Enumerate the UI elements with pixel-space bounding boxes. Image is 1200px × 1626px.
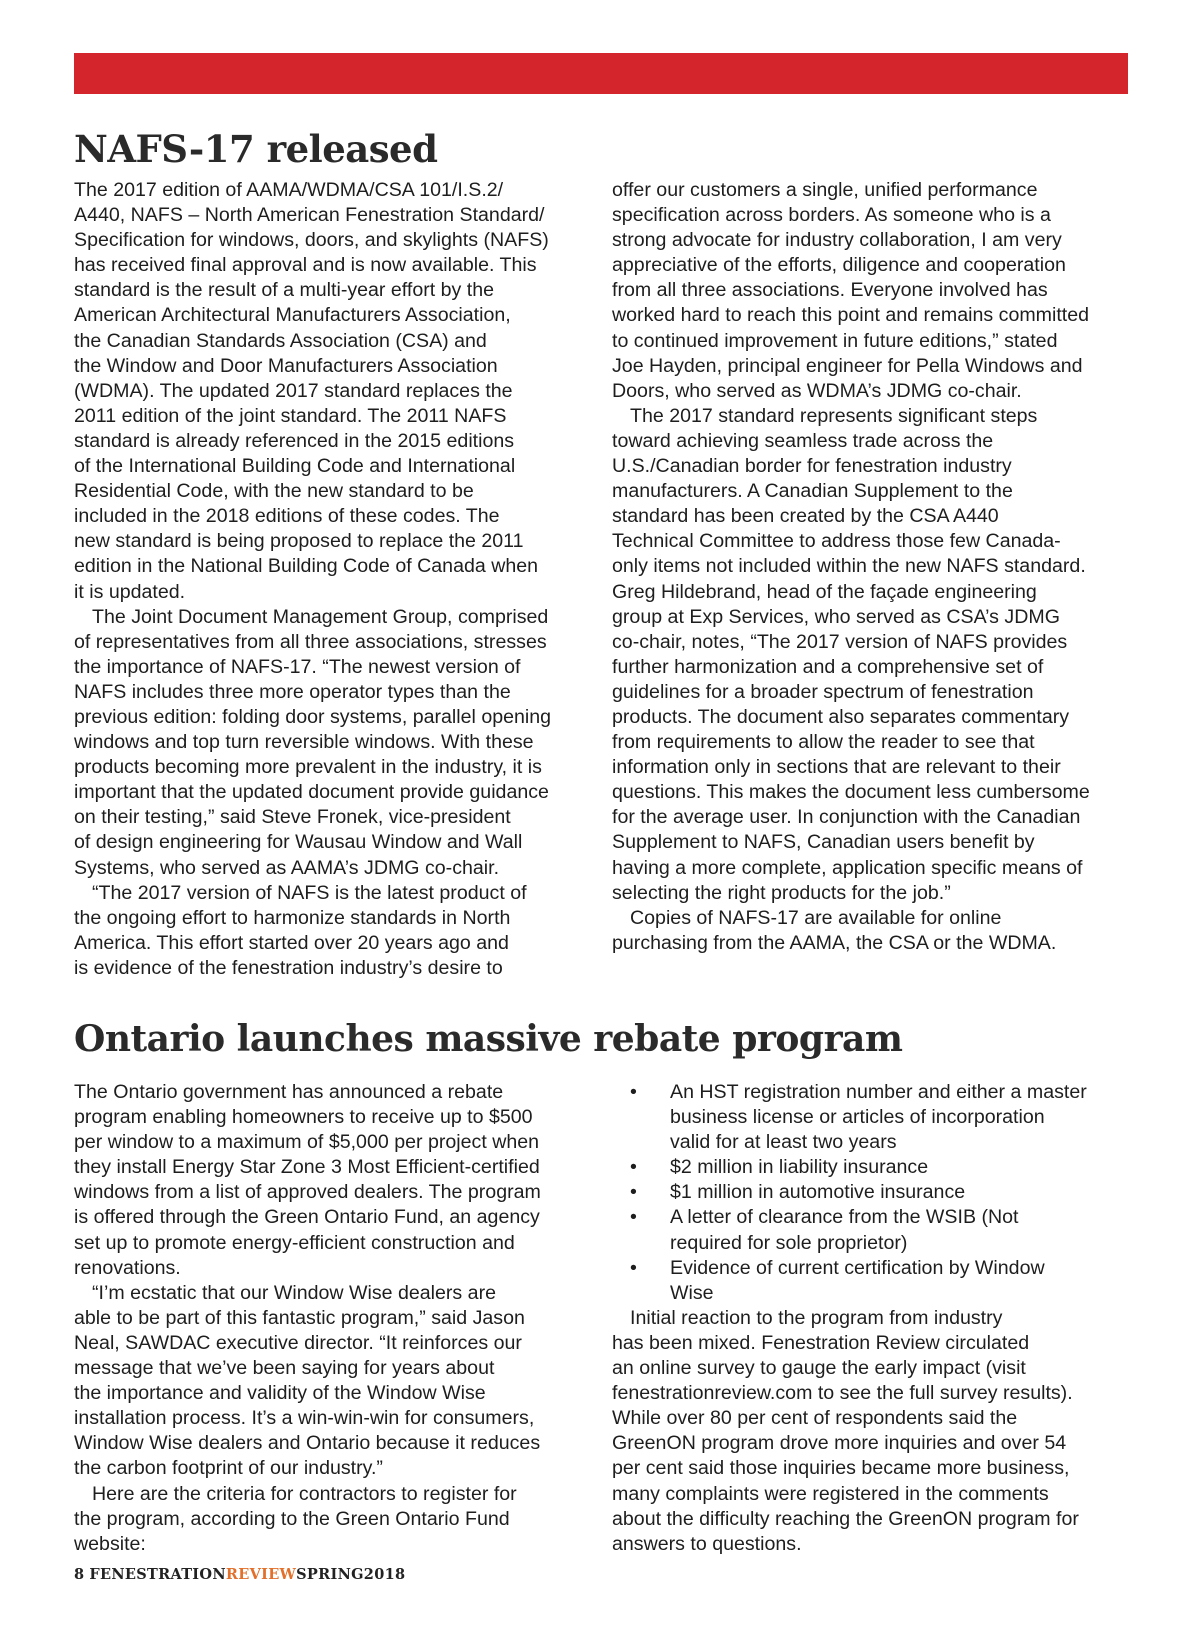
text-line: able to be part of this fantastic program,” said Jason — [74, 1306, 525, 1329]
text-line: for the average user. In conjunction with the Canadian — [612, 806, 1081, 829]
text-line: Neal, SAWDAC executive director. “It reinforces our — [74, 1331, 522, 1354]
text-line: to continued improvement in future editions,” stated — [612, 329, 1058, 352]
bullet-item — [612, 1256, 1087, 1306]
text-line: included in the 2018 editions of these codes. The — [74, 505, 500, 528]
text-line: Specification for windows, doors, and skylights (NAFS) — [74, 229, 549, 252]
text-line: standard has been created by the CSA A440 — [612, 505, 999, 528]
text-line: important that the updated document provide guidance — [74, 781, 549, 804]
text-line: further harmonization and a comprehensive set of — [612, 655, 1044, 678]
text-line: products. The document also separates commentary — [612, 705, 1070, 728]
text-line: toward achieving seamless trade across the — [612, 429, 994, 452]
text-line: Copies of NAFS-17 are available for online — [630, 906, 1002, 929]
text-line: co-chair, notes, “The 2017 version of NAFS provides — [612, 630, 1068, 653]
bullet-icon: • — [630, 1206, 637, 1229]
text-line: U.S./Canadian border for fenestration industry — [612, 455, 1012, 478]
text-line: The 2017 standard represents significant steps — [630, 404, 1038, 427]
text-line: standard is already referenced in the 2015 editions — [74, 429, 515, 452]
text-line: has received final approval and is now available. This — [74, 254, 537, 277]
article-ontario-column-1 — [74, 1080, 541, 1557]
bullet-text-line: business license or articles of incorporation — [670, 1106, 1045, 1129]
text-line: Doors, who served as WDMA’s JDMG co-chair. — [612, 379, 1022, 402]
text-line: new standard is being proposed to replace the 2011 — [74, 530, 524, 553]
text-line: information only in sections that are relevant to their — [612, 756, 1061, 779]
bullet-text-line: required for sole proprietor) — [670, 1231, 908, 1254]
text-line: from all three associations. Everyone involved has — [612, 279, 1048, 302]
header-accent-bar — [74, 53, 1128, 94]
bullet-icon: • — [630, 1081, 637, 1103]
bullet-icon: • — [630, 1181, 637, 1204]
text-line: on their testing,” said Steve Fronek, vice-president — [74, 806, 511, 829]
article-nafs-column-1 — [74, 178, 551, 981]
text-line: many complaints were registered in the comments — [612, 1482, 1049, 1505]
text-line: from requirements to allow the reader to see that — [612, 731, 1035, 754]
text-line: windows from a list of approved dealers. The program — [74, 1181, 541, 1204]
text-line: the Window and Door Manufacturers Association — [74, 354, 498, 377]
text-line: “The 2017 version of NAFS is the latest product of — [92, 881, 527, 904]
text-line: is offered through the Green Ontario Fund, an agency — [74, 1206, 540, 1229]
page-number: 8 — [74, 1566, 85, 1583]
text-line: America. This effort started over 20 years ago and — [74, 931, 509, 954]
text-line: program enabling homeowners to receive up to $500 — [74, 1106, 533, 1129]
bullet-text-line: valid for at least two years — [670, 1131, 897, 1154]
text-line: has been mixed. Fenestration Review circulated — [612, 1331, 1030, 1354]
text-line: Technical Committee to address those few Canada- — [612, 530, 1061, 553]
text-line: Joe Hayden, principal engineer for Pella Windows and — [612, 354, 1083, 377]
text-line: only items not included within the new NAFS standard. — [612, 555, 1086, 578]
bullet-text-line: $2 million in liability insurance — [670, 1156, 929, 1179]
text-line: While over 80 per cent of respondents said the — [612, 1407, 1018, 1430]
text-line: Supplement to NAFS, Canadian users benefit by — [612, 831, 1035, 854]
text-line: The Ontario government has announced a rebate — [74, 1081, 504, 1103]
bullet-item — [612, 1205, 1087, 1255]
text-line: the ongoing effort to harmonize standards in North — [74, 906, 511, 929]
text-line: is evidence of the fenestration industry’s desire to — [74, 956, 503, 979]
text-line: offer our customers a single, unified performance — [612, 179, 1038, 201]
publication-name-part1: FENESTRATION — [89, 1566, 226, 1583]
bullet-text-line: $1 million in automotive insurance — [670, 1181, 966, 1204]
bullet-icon: • — [630, 1256, 637, 1279]
text-line: selecting the right products for the job.” — [612, 881, 951, 904]
criteria-bullet-list — [612, 1080, 1087, 1306]
text-line: The 2017 edition of AAMA/WDMA/CSA 101/I.S.2/ — [74, 179, 504, 201]
text-line: guidelines for a broader spectrum of fenestration — [612, 680, 1034, 703]
text-line: of design engineering for Wausau Window and Wall — [74, 831, 523, 854]
article-ontario-column-2-text — [612, 1306, 1087, 1557]
bullet-text-line: Evidence of current certification by Window — [670, 1256, 1045, 1279]
bullet-text-line: An HST registration number and either a master — [670, 1081, 1087, 1103]
text-line: products becoming more prevalent in the industry, it is — [74, 756, 542, 779]
text-line: message that we’ve been saying for years about — [74, 1357, 495, 1380]
text-line: appreciative of the efforts, diligence and cooperation — [612, 254, 1066, 277]
text-line: NAFS includes three more operator types than the — [74, 680, 511, 703]
text-line: manufacturers. A Canadian Supplement to the — [612, 480, 1013, 503]
text-line: of representatives from all three associations, stresses — [74, 630, 547, 653]
text-line: Greg Hildebrand, head of the façade engineering — [612, 580, 1037, 603]
text-line: Initial reaction to the program from industry — [630, 1306, 1003, 1329]
text-line: the Canadian Standards Association (CSA) and — [74, 329, 487, 352]
text-line: previous edition: folding door systems, parallel opening — [74, 705, 552, 728]
publication-name-part2: REVIEW — [225, 1566, 297, 1583]
text-line: of the International Building Code and International — [74, 455, 516, 478]
text-line: A440, NAFS – North American Fenestration Standard/ — [74, 204, 545, 227]
bullet-text-line: Wise — [670, 1281, 714, 1304]
bullet-item — [612, 1080, 1087, 1155]
text-line: American Architectural Manufacturers Association, — [74, 304, 511, 327]
text-line: an online survey to gauge the early impact (visit — [612, 1357, 1026, 1380]
bullet-item — [612, 1180, 1087, 1205]
text-line: GreenON program drove more inquiries and over 54 — [612, 1432, 1067, 1455]
text-line: having a more complete, application specific means of — [612, 856, 1083, 879]
text-line: edition in the National Building Code of Canada when — [74, 555, 539, 578]
text-line: “I’m ecstatic that our Window Wise dealers are — [92, 1281, 496, 1304]
text-line: renovations. — [74, 1256, 181, 1279]
text-line: installation process. It’s a win-win-win for consumers, — [74, 1407, 535, 1430]
text-line: they install Energy Star Zone 3 Most Efficient-certified — [74, 1156, 540, 1179]
text-line: answers to questions. — [612, 1532, 802, 1555]
page-footer — [74, 1566, 405, 1583]
text-line: windows and top turn reversible windows. With these — [74, 731, 534, 754]
text-line: per window to a maximum of $5,000 per project when — [74, 1131, 540, 1154]
text-line: questions. This makes the document less cumbersome — [612, 781, 1090, 804]
text-line: per cent said those inquiries became more business, — [612, 1457, 1070, 1480]
text-line: standard is the result of a multi-year effort by the — [74, 279, 495, 302]
text-line: Window Wise dealers and Ontario because it reduces — [74, 1432, 541, 1455]
bullet-text-line: A letter of clearance from the WSIB (Not — [670, 1206, 1019, 1229]
text-line: it is updated. — [74, 580, 186, 603]
text-line: purchasing from the AAMA, the CSA or the WDMA. — [612, 931, 1057, 954]
article-title-nafs: NAFS-17 released — [74, 127, 438, 171]
text-line: Systems, who served as AAMA’s JDMG co-chair. — [74, 856, 500, 879]
text-line: Residential Code, with the new standard to be — [74, 480, 474, 503]
bullet-item — [612, 1155, 1087, 1180]
article-title-ontario: Ontario launches massive rebate program — [74, 1018, 903, 1060]
text-line: the importance of NAFS-17. “The newest version of — [74, 655, 521, 678]
text-line: the carbon footprint of our industry.” — [74, 1457, 383, 1480]
text-line: set up to promote energy-efficient construction and — [74, 1231, 515, 1254]
text-line: (WDMA). The updated 2017 standard replaces the — [74, 379, 513, 402]
text-line: about the difficulty reaching the GreenON program for — [612, 1507, 1079, 1530]
text-line: Here are the criteria for contractors to register for — [92, 1482, 517, 1505]
text-line: group at Exp Services, who served as CSA’s JDMG — [612, 605, 1060, 628]
text-line: strong advocate for industry collaboration, I am very — [612, 229, 1062, 252]
text-line: the importance and validity of the Window Wise — [74, 1382, 486, 1405]
article-ontario-column-2 — [612, 1080, 1087, 1557]
text-line: specification across borders. As someone who is a — [612, 204, 1051, 227]
issue-label: SPRING2018 — [296, 1566, 406, 1583]
bullet-icon: • — [630, 1156, 637, 1179]
text-line: The Joint Document Management Group, comprised — [92, 605, 549, 628]
text-line: website: — [74, 1532, 146, 1555]
text-line: 2011 edition of the joint standard. The 2011 NAFS — [74, 404, 507, 427]
text-line: fenestrationreview.com to see the full survey results). — [612, 1382, 1073, 1405]
text-line: the program, according to the Green Ontario Fund — [74, 1507, 510, 1530]
text-line: worked hard to reach this point and remains committed — [612, 304, 1090, 327]
article-nafs-column-2 — [612, 178, 1090, 956]
